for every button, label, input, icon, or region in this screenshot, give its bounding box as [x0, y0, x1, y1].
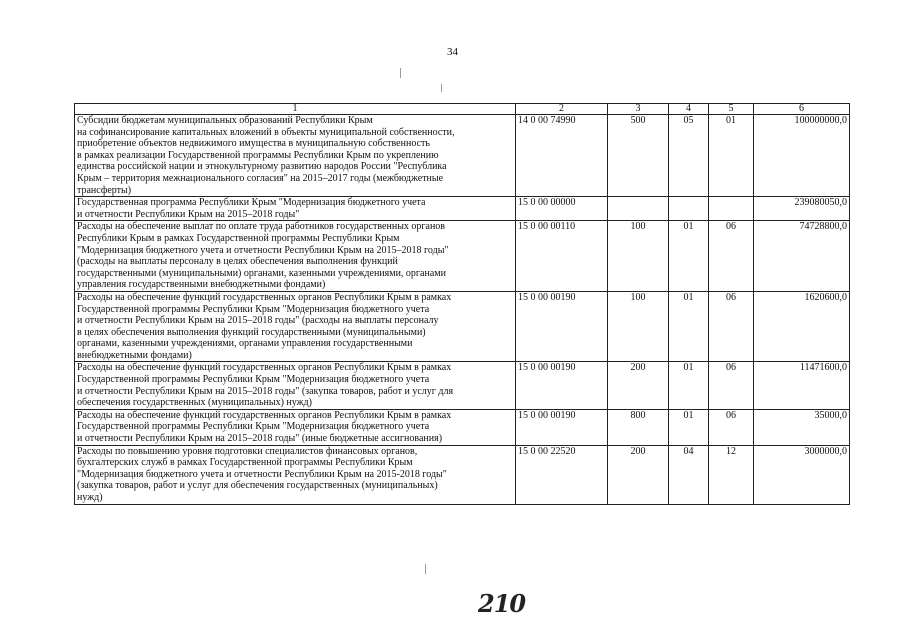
- page-number: 34: [447, 46, 458, 58]
- row-description: Расходы на обеспечение функций государственных органов Республики Крым в рамках Государственной программы Республики Крым "Модернизация бюджетного учета и отчетности Республики Крым на 2015–2018 годы" (расходы на выплаты персоналу в целях обеспечения выполнения функций государственными (муниципальными) органами, казенными учреждениями, органами управления государственными внебюджетными фондами): [75, 291, 516, 362]
- row-description: Расходы по повышению уровня подготовки специалистов финансовых органов, бухгалтерских служб в рамках Государственной программы Республики Крым "Модернизация бюджетного учета и отчетности Республики Крым на 2015-2018 годы" (закупка товаров, работ и услуг для обеспечения государственных (муниципальных) нужд): [75, 445, 516, 504]
- row-description: Расходы на обеспечение функций государственных органов Республики Крым в рамках Государственной программы Республики Крым "Модернизация бюджетного учета и отчетности Республики Крым на 2015–2018 годы" (закупка товаров, работ и услуг для обеспечения государственных (муниципальных) нужд): [75, 362, 516, 409]
- row-expense-type: 100: [608, 291, 669, 362]
- row-subsection: 06: [709, 362, 754, 409]
- row-subsection: 06: [709, 221, 754, 292]
- table-row: [75, 409, 850, 445]
- table-row: [75, 197, 850, 221]
- row-amount: 35000,0: [754, 409, 850, 445]
- table-row: [75, 362, 850, 409]
- column-header: 6: [754, 104, 850, 115]
- row-subsection: 06: [709, 291, 754, 362]
- column-header: 2: [516, 104, 608, 115]
- row-code: 15 0 00 00190: [516, 362, 608, 409]
- scan-mark: [400, 68, 401, 78]
- row-code: 15 0 00 00110: [516, 221, 608, 292]
- handwritten-page-number: 210: [478, 589, 526, 618]
- table-header-row: [75, 104, 850, 115]
- table-row: [75, 221, 850, 292]
- row-amount: 239080050,0: [754, 197, 850, 221]
- row-description: Государственная программа Республики Крым "Модернизация бюджетного учета и отчетности Республики Крым на 2015–2018 годы": [75, 197, 516, 221]
- table-row: [75, 291, 850, 362]
- row-expense-type: 500: [608, 115, 669, 197]
- row-code: 15 0 00 22520: [516, 445, 608, 504]
- row-code: 15 0 00 00190: [516, 409, 608, 445]
- row-amount: 100000000,0: [754, 115, 850, 197]
- table-row: [75, 115, 850, 197]
- row-description: Субсидии бюджетам муниципальных образований Республики Крым на софинансирование капитальных вложений в объекты муниципальной собственности, приобретение объектов недвижимого имущества в муниципальную собственность в рамках реализации Государственной программы Республики Крым по укреплению единства российской нации и этнокультурному развитию народов России "Республика Крым – территория межнационального согласия" на 2015–2017 годы (межбюджетные трансферты): [75, 115, 516, 197]
- row-section: 01: [669, 409, 709, 445]
- row-description: Расходы на обеспечение выплат по оплате труда работников государственных органов Республики Крым в рамках Государственной программы Республики Крым "Модернизация бюджетного учета и отчетности Республики Крым на 2015–2018 годы" (расходы на выплаты персоналу в целях обеспечения выполнения функций государственными (муниципальными) органами, казенными учреждениями, органами управления государственными внебюджетными фондами): [75, 221, 516, 292]
- row-section: 05: [669, 115, 709, 197]
- scan-mark: [425, 564, 426, 574]
- row-code: 15 0 00 00000: [516, 197, 608, 221]
- row-section: 04: [669, 445, 709, 504]
- row-amount: 74728800,0: [754, 221, 850, 292]
- table-row: [75, 445, 850, 504]
- row-expense-type: 200: [608, 362, 669, 409]
- row-subsection: 12: [709, 445, 754, 504]
- column-header: 1: [75, 104, 516, 115]
- row-subsection: [709, 197, 754, 221]
- row-description: Расходы на обеспечение функций государственных органов Республики Крым в рамках Государственной программы Республики Крым "Модернизация бюджетного учета и отчетности Республики Крым на 2015–2018 годы" (иные бюджетные ассигнования): [75, 409, 516, 445]
- row-amount: 3000000,0: [754, 445, 850, 504]
- row-subsection: 06: [709, 409, 754, 445]
- row-code: 14 0 00 74990: [516, 115, 608, 197]
- row-section: 01: [669, 362, 709, 409]
- row-subsection: 01: [709, 115, 754, 197]
- row-amount: 11471600,0: [754, 362, 850, 409]
- row-expense-type: 100: [608, 221, 669, 292]
- column-header: 3: [608, 104, 669, 115]
- row-expense-type: [608, 197, 669, 221]
- row-code: 15 0 00 00190: [516, 291, 608, 362]
- row-section: [669, 197, 709, 221]
- row-section: 01: [669, 291, 709, 362]
- row-expense-type: 200: [608, 445, 669, 504]
- column-header: 4: [669, 104, 709, 115]
- scan-mark: [441, 84, 442, 92]
- budget-table: [74, 103, 850, 505]
- row-section: 01: [669, 221, 709, 292]
- row-expense-type: 800: [608, 409, 669, 445]
- column-header: 5: [709, 104, 754, 115]
- row-amount: 1620600,0: [754, 291, 850, 362]
